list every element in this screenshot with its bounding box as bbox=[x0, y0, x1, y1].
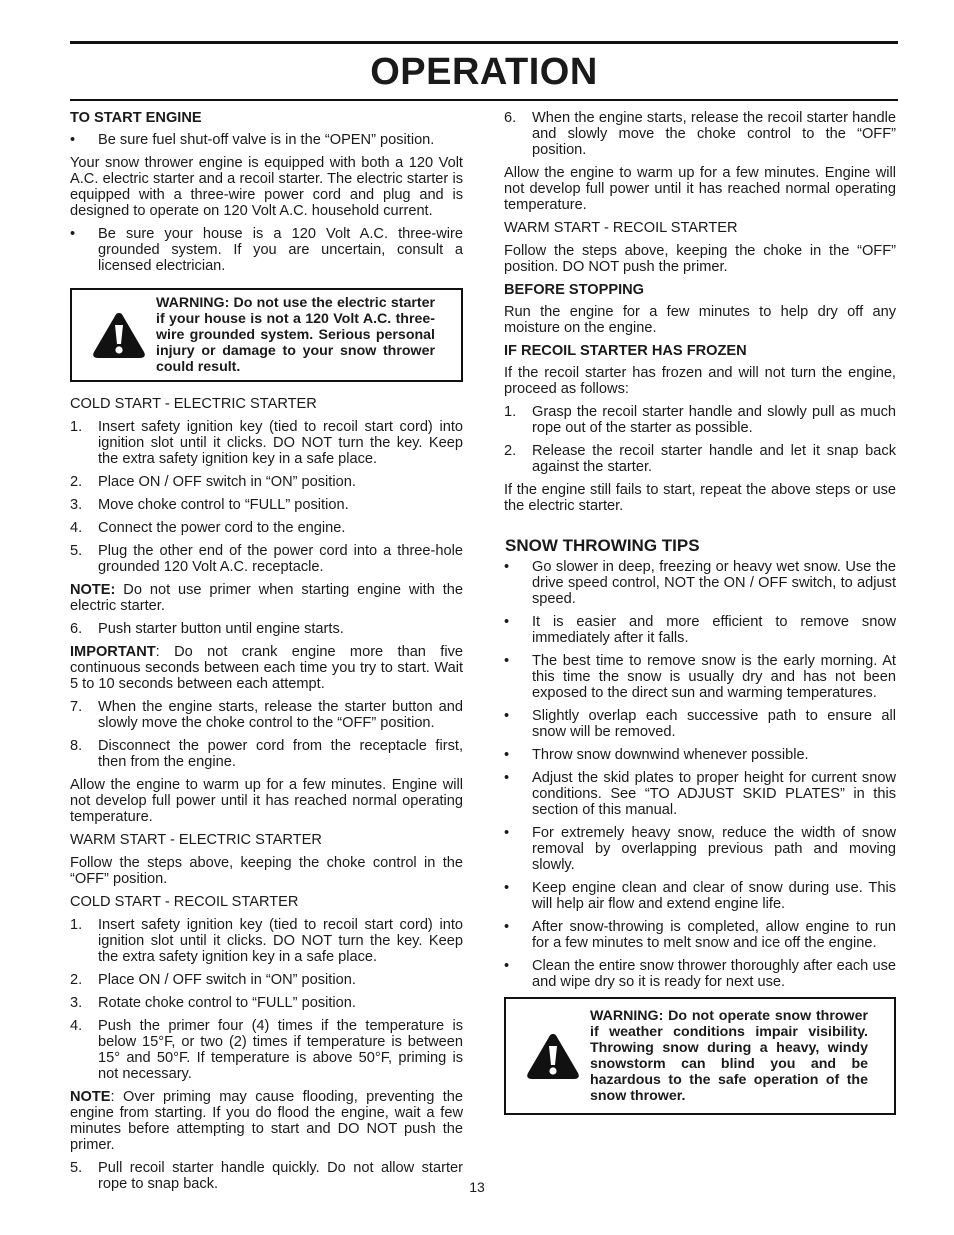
warning-triangle-icon bbox=[82, 310, 156, 360]
step-text: Pull recoil starter handle quickly. Do not allow starter rope to snap back. bbox=[98, 1160, 463, 1192]
warning-triangle-icon bbox=[516, 1031, 590, 1081]
intro-paragraph: Your snow thrower engine is equipped with both a 120 Volt A.C. electric starter and a recoil starter. The electric starter is equipped with a three-wire power cord and plug and is designed to operate on 120 Volt A.C. household current. bbox=[70, 155, 463, 219]
step-number: 4. bbox=[70, 520, 83, 536]
list-item bbox=[504, 559, 896, 607]
list-item bbox=[70, 621, 463, 637]
list-item bbox=[70, 995, 463, 1011]
page-number: 13 bbox=[469, 1179, 485, 1195]
before-stopping-paragraph: Run the engine for a few minutes to help dry off any moisture on the engine. bbox=[504, 304, 896, 336]
step-number: 1. bbox=[70, 917, 83, 933]
list-item bbox=[504, 919, 896, 951]
bullet: • bbox=[504, 880, 510, 896]
step-text: Connect the power cord to the engine. bbox=[98, 520, 346, 536]
step-text: Place ON / OFF switch in “ON” position. bbox=[98, 972, 356, 988]
bullet: • bbox=[504, 770, 510, 786]
step-number: 6. bbox=[504, 110, 517, 126]
list-item bbox=[70, 497, 463, 513]
list-item bbox=[70, 419, 463, 467]
tip-text: After snow-throwing is completed, allow engine to run for a few minutes to melt snow and ice off the engine. bbox=[532, 919, 896, 951]
tip-text: For extremely heavy snow, reduce the width of snow removal by overlapping previous path and moving slowly. bbox=[532, 825, 896, 873]
tip-text: Slightly overlap each successive path to ensure all snow will be removed. bbox=[532, 708, 896, 740]
bullet: • bbox=[504, 708, 510, 724]
step-text: Disconnect the power cord from the receptacle first, then from the engine. bbox=[98, 738, 463, 770]
list-item bbox=[70, 132, 463, 148]
step-text: Insert safety ignition key (tied to recoil start cord) into ignition slot until it clicks. DO NOT turn the key. Keep the extra safety ignition key in a safe place. bbox=[98, 419, 463, 467]
step-number: 3. bbox=[70, 497, 83, 513]
tip-text: It is easier and more efficient to remove snow immediately after it falls. bbox=[532, 614, 896, 646]
warmup-paragraph: Allow the engine to warm up for a few minutes. Engine will not develop full power until it has reached normal operating temperature. bbox=[70, 777, 463, 825]
list-item bbox=[70, 543, 463, 575]
right-column bbox=[504, 110, 896, 1115]
cold-start-recoil-heading: COLD START - RECOIL STARTER bbox=[70, 894, 299, 910]
frozen-after-paragraph: If the engine still fails to start, repeat the above steps or use the electric starter. bbox=[504, 482, 896, 514]
header-rule-bottom bbox=[70, 99, 898, 101]
cold-start-electric-heading: COLD START - ELECTRIC STARTER bbox=[70, 396, 317, 412]
list-item bbox=[504, 958, 896, 990]
list-item bbox=[504, 747, 896, 763]
bullet: • bbox=[504, 747, 510, 763]
bullet-text: Be sure fuel shut-off valve is in the “OPEN” position. bbox=[98, 132, 435, 148]
list-item bbox=[70, 226, 463, 274]
to-start-engine-heading: TO START ENGINE bbox=[70, 110, 202, 126]
note-text: Do not use primer when starting engine with the electric starter. bbox=[70, 582, 463, 614]
bullet: • bbox=[504, 559, 510, 575]
step-number: 5. bbox=[70, 1160, 83, 1176]
list-item bbox=[70, 474, 463, 490]
snow-throwing-tips-heading: SNOW THROWING TIPS bbox=[505, 536, 700, 555]
list-item bbox=[504, 708, 896, 740]
bullet: • bbox=[504, 614, 510, 630]
bullet: • bbox=[70, 226, 76, 242]
list-item bbox=[504, 770, 896, 818]
step-text: Place ON / OFF switch in “ON” position. bbox=[98, 474, 356, 490]
step-number: 8. bbox=[70, 738, 83, 754]
note-text: : Over priming may cause flooding, preventing the engine from starting. If you do flood the engine, wait a few minutes before attempting to start and DO NOT push the primer. bbox=[70, 1089, 463, 1153]
step-text: Move choke control to “FULL” position. bbox=[98, 497, 349, 513]
header-rule-top bbox=[70, 41, 898, 44]
note-paragraph bbox=[70, 1089, 463, 1153]
note-label: NOTE bbox=[70, 1089, 111, 1105]
step-text: When the engine starts, release the recoil starter handle and slowly move the choke control to the “OFF” position. bbox=[532, 110, 896, 158]
frozen-paragraph: If the recoil starter has frozen and will not turn the engine, proceed as follows: bbox=[504, 365, 896, 397]
important-paragraph bbox=[70, 644, 463, 692]
step-text: Grasp the recoil starter handle and slowly pull as much rope out of the starter as possible. bbox=[532, 404, 896, 436]
bullet: • bbox=[504, 958, 510, 974]
bullet: • bbox=[70, 132, 76, 148]
before-stopping-heading: BEFORE STOPPING bbox=[504, 282, 645, 298]
page-title: OPERATION bbox=[370, 51, 598, 93]
step-number: 4. bbox=[70, 1018, 83, 1034]
list-item bbox=[70, 699, 463, 731]
list-item bbox=[504, 443, 896, 475]
list-item bbox=[70, 917, 463, 965]
bullet: • bbox=[504, 825, 510, 841]
tip-text: Throw snow downwind whenever possible. bbox=[532, 747, 809, 763]
step-text: Push the primer four (4) times if the temperature is below 15°F, or two (2) times if temperature is between 15° and 50°F. If temperature is above 50°F, priming is not necessary. bbox=[98, 1018, 463, 1082]
list-item bbox=[504, 653, 896, 701]
step-text: Release the recoil starter handle and let it snap back against the starter. bbox=[532, 443, 896, 475]
tip-text: Adjust the skid plates to proper height for current snow conditions. See “TO ADJUST SKID PLATES” in this section of this manual. bbox=[532, 770, 896, 818]
frozen-recoil-heading: IF RECOIL STARTER HAS FROZEN bbox=[504, 343, 747, 359]
step-number: 6. bbox=[70, 621, 83, 637]
bullet: • bbox=[504, 919, 510, 935]
step-text: Push starter button until engine starts. bbox=[98, 621, 344, 637]
step-number: 2. bbox=[504, 443, 517, 459]
tip-text: The best time to remove snow is the early morning. At this time the snow is usually dry and has not been exposed to the direct sun and warming temperatures. bbox=[532, 653, 896, 701]
step-text: When the engine starts, release the starter button and slowly move the choke control to the “OFF” position. bbox=[98, 699, 463, 731]
warm-start-recoil-heading: WARM START - RECOIL STARTER bbox=[504, 220, 738, 236]
step-text: Rotate choke control to “FULL” position. bbox=[98, 995, 356, 1011]
list-item bbox=[70, 972, 463, 988]
list-item bbox=[504, 404, 896, 436]
bullet-text: Be sure your house is a 120 Volt A.C. three-wire grounded system. If you are uncertain, consult a licensed electrician. bbox=[98, 226, 463, 274]
note-label: NOTE: bbox=[70, 582, 116, 598]
bullet: • bbox=[504, 653, 510, 669]
list-item bbox=[70, 520, 463, 536]
step-text: Insert safety ignition key (tied to recoil start cord) into ignition slot until it clicks. DO NOT turn the key. Keep the extra safety ignition key in a safe place. bbox=[98, 917, 463, 965]
list-item bbox=[70, 1018, 463, 1082]
important-label: IMPORTANT bbox=[70, 644, 156, 660]
warm-start-electric-heading: WARM START - ELECTRIC STARTER bbox=[70, 832, 322, 848]
warmup-paragraph: Allow the engine to warm up for a few minutes. Engine will not develop full power until it has reached normal operating temperature. bbox=[504, 165, 896, 213]
step-number: 2. bbox=[70, 474, 83, 490]
left-column bbox=[70, 110, 463, 1199]
tip-text: Keep engine clean and clear of snow during use. This will help air flow and extend engine life. bbox=[532, 880, 896, 912]
step-number: 1. bbox=[70, 419, 83, 435]
tip-text: Clean the entire snow thrower thoroughly after each use and wipe dry so it is ready for next use. bbox=[532, 958, 896, 990]
step-number: 5. bbox=[70, 543, 83, 559]
list-item bbox=[504, 880, 896, 912]
list-item bbox=[70, 738, 463, 770]
warning-box-electric bbox=[70, 288, 463, 382]
important-text: : Do not crank engine more than five continuous seconds between each time you try to start. Wait 5 to 10 seconds between each attempt. bbox=[70, 644, 463, 692]
step-number: 2. bbox=[70, 972, 83, 988]
warning-box-visibility bbox=[504, 997, 896, 1115]
step-number: 7. bbox=[70, 699, 83, 715]
warning-text: WARNING: Do not operate snow thrower if weather conditions impair visibility. Throwing snow during a heavy, windy snowstorm can blind you and be hazardous to the safe operation of the snow thrower. bbox=[590, 1008, 868, 1104]
list-item bbox=[504, 825, 896, 873]
warning-text: WARNING: Do not use the electric starter if your house is not a 120 Volt A.C. three-wire grounded system. Serious personal injury or damage to your snow thrower could result. bbox=[156, 295, 435, 375]
list-item bbox=[504, 110, 896, 158]
tip-text: Go slower in deep, freezing or heavy wet snow. Use the drive speed control, NOT the ON / OFF switch, to adjust speed. bbox=[532, 559, 896, 607]
note-paragraph bbox=[70, 582, 463, 614]
list-item bbox=[504, 614, 896, 646]
step-text: Plug the other end of the power cord into a three-hole grounded 120 Volt A.C. receptacle. bbox=[98, 543, 463, 575]
warm-start-electric-paragraph: Follow the steps above, keeping the choke control in the “OFF” position. bbox=[70, 855, 463, 887]
warm-start-recoil-paragraph: Follow the steps above, keeping the choke in the “OFF” position. DO NOT push the primer. bbox=[504, 243, 896, 275]
step-number: 3. bbox=[70, 995, 83, 1011]
step-number: 1. bbox=[504, 404, 517, 420]
